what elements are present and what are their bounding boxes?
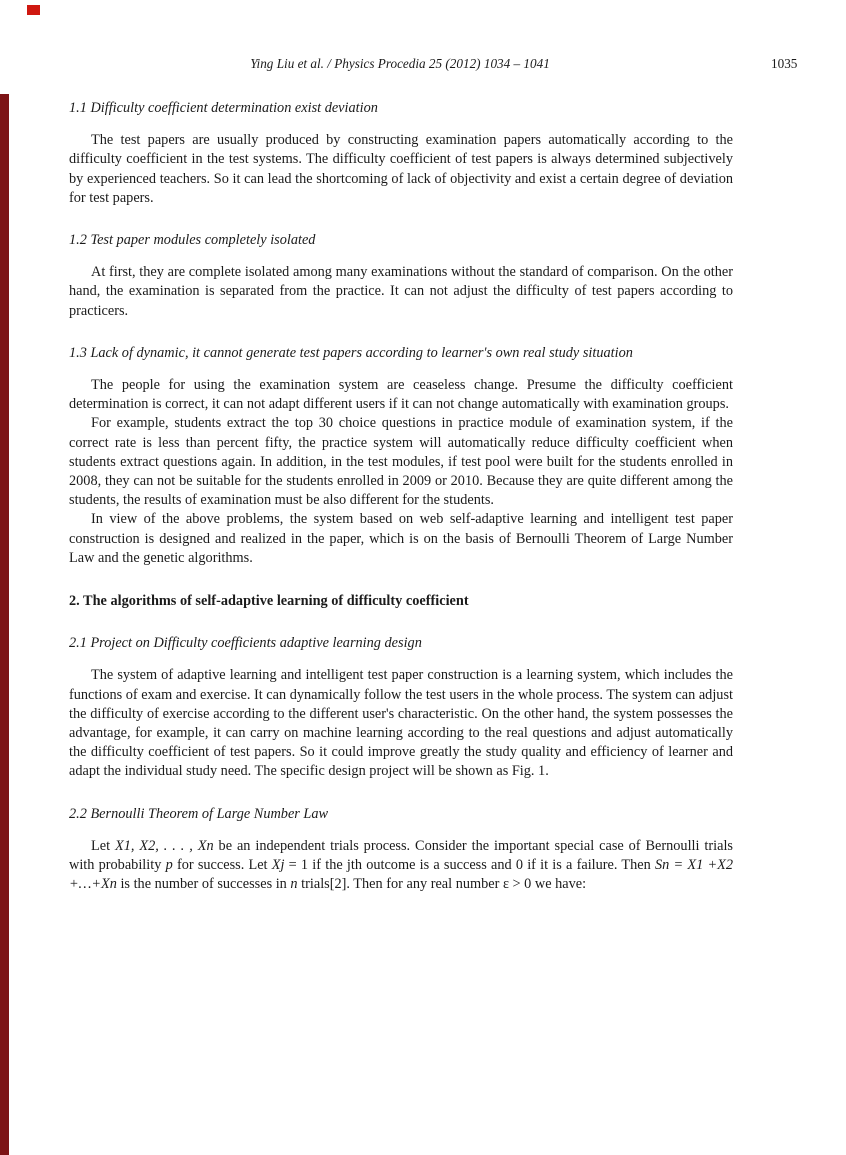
left-edge-bar [0, 94, 9, 1155]
paragraph: The test papers are usually produced by constructing examination papers automatically according to the difficulty coefficient in the test systems. The difficulty coefficient of test papers is always determined subjectively by experienced teachers. So it can lead the shortcoming of lack of objectivity and exist a certain degree of deviation for test papers. [69, 132, 733, 206]
page-number: 1035 [771, 56, 798, 71]
text-segment: for success. Let [172, 857, 272, 874]
paragraph: At first, they are complete isolated among many examinations without the standard of comparison. On the other hand, the examination is separated from the practice. It can not adjust the difficulty of test papers according to practicers. [69, 264, 733, 319]
paragraph: For example, students extract the top 30 choice questions in practice module of examination system, if the correct rate is less than percent fifty, the practice system will automatically reduce difficulty coefficient when students extract questions again. In addition, in the test modules, if test pool were built for the students enrolled in 2008, they can not be suitable for the students enrolled in 2009 or 2010. Because they are quite different among the students, the results of examination must be also different for the students. [69, 415, 733, 509]
paragraph: The system of adaptive learning and intelligent test paper construction is a learning system, which includes the functions of exam and exercise. It can dynamically follow the test users in the whole process. The system can adjust the difficulty of exercise according to the different user's characteristic. On the other hand, the system possesses the advantage, for example, it can carry on machine learning according to the real questions and adjust automatically the difficulty coefficient of test papers. So it could improve greatly the study quality and efficiency of learner and adapt the individual study need. The specific design project will be shown as Fig. 1. [69, 667, 733, 780]
section-heading-2-1: 2.1 Project on Difficulty coefficients adaptive learning design [69, 635, 422, 652]
section-heading-2-2: 2.2 Bernoulli Theorem of Large Number Law [69, 805, 329, 822]
text-segment: p [165, 857, 173, 874]
text-segment: X1, X2, . . . , Xn [114, 837, 214, 854]
text-segment: = 1 if the jth outcome is a success and 0 if it is a failure. Then [284, 857, 656, 874]
text-segment: Sn = X1 +X2 +…+Xn [69, 857, 733, 893]
text-segment: be an independent trials process. Consider the important special case of Bernoulli trials with probability [69, 837, 733, 874]
paragraph [69, 837, 733, 895]
paragraph: The people for using the examination system are ceaseless change. Presume the difficulty coefficient determination is correct, it can not adapt different users if it can not change automatically with examination groups. [69, 377, 733, 413]
text-segment: Let [91, 837, 115, 854]
section-heading-1-3: 1.3 Lack of dynamic, it cannot generate test papers according to learner's own real study situation [69, 344, 633, 361]
section-heading-1-2: 1.2 Test paper modules completely isolated [69, 232, 316, 249]
article-body [69, 97, 733, 895]
text-segment: trials[2]. Then for any real number ε > 0 we have: [297, 876, 587, 893]
section-heading-2: 2. The algorithms of self-adaptive learning of difficulty coefficient [69, 593, 469, 610]
paragraph: In view of the above problems, the system based on web self-adaptive learning and intelligent test paper construction is designed and realized in the paper, which is on the basis of Bernoulli Theorem of Large Number Law and the genetic algorithms. [69, 511, 733, 566]
text-segment: n [290, 876, 298, 893]
corner-red-mark [27, 5, 40, 15]
section-heading-1-1: 1.1 Difficulty coefficient determination exist deviation [69, 100, 378, 116]
text-segment: Xj [271, 857, 285, 874]
text-segment: is the number of successes in [116, 876, 291, 893]
running-header: Ying Liu et al. / Physics Procedia 25 (2012) 1034 – 1041 [250, 56, 550, 71]
